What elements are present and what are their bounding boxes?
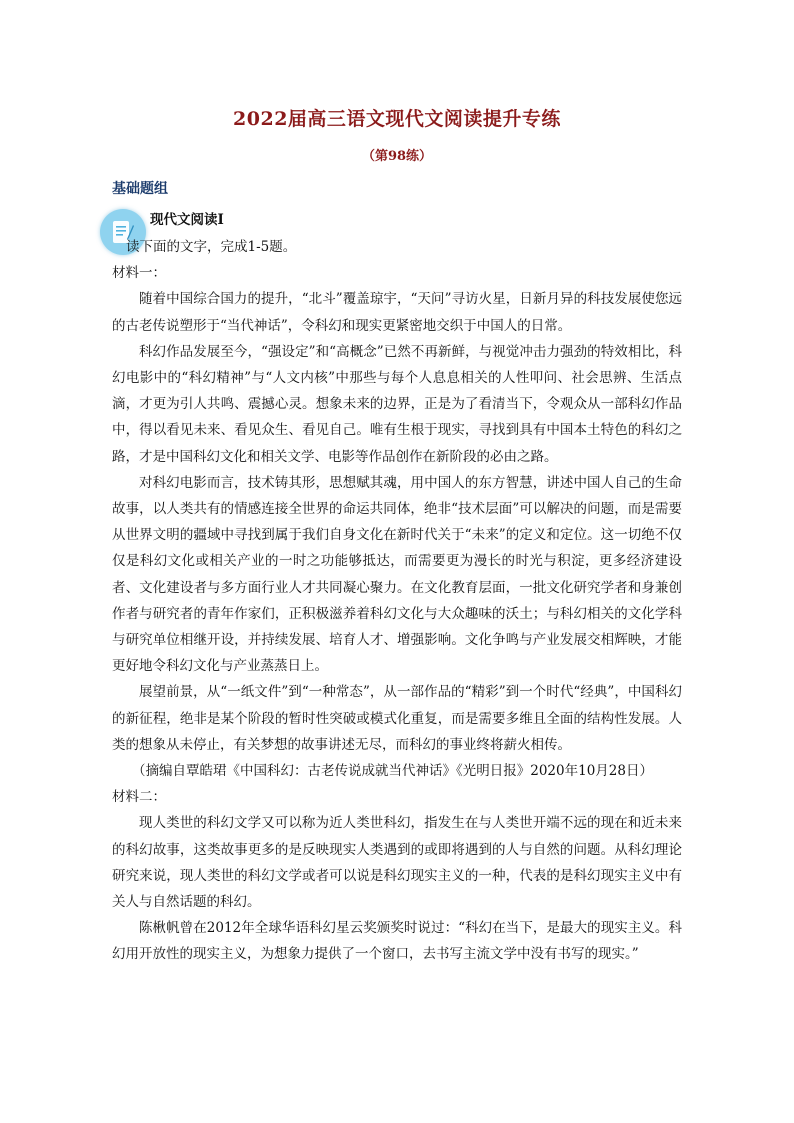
subsection-heading: 现代文阅读Ⅰ bbox=[150, 212, 224, 228]
paragraph: 陈楸帆曾在2012年全球华语科幻星云奖颁奖时说过：“科幻在当下，是最大的现实主义。科幻用开放性的现实主义，为想象力提供了一个窗口，去书写主流文学中没有书写的现实。” bbox=[112, 920, 682, 963]
paragraph: 展望前景，从“一纸文件”到“一种常态”，从一部作品的“精彩”到一个时代“经典”，中国科幻的新征程，绝非是某个阶段的暂时性突破或模式化重复，而是需要多维且全面的结构性发展。人类的想象从未停止，有关梦想的故事讲述无尽，而科幻的事业终将薪火相传。 bbox=[112, 684, 682, 753]
source-citation: （摘编自覃皓珺《中国科幻：古老传说成就当代神话》《光明日报》2020年10月28日） bbox=[132, 763, 653, 780]
material-one-label: 材料一： bbox=[112, 265, 166, 282]
material-two-label: 材料二： bbox=[112, 789, 166, 806]
paragraph: 科幻作品发展至今，“强设定”和“高概念”已然不再新鲜，与视觉冲击力强劲的特效相比，科幻电影中的“科幻精神”与“人文内核”中那些与每个人息息相关的人性叩问、社会思辨、生活点滴，才更为引人共鸣、震撼心灵。想象未来的边界，正是为了看清当下，令观众从一部科幻作品中，得以看见未来、看见众生、看见自己。唯有生根于现实，寻找到具有中国本土特色的科幻之路，才是中国科幻文化和相关文学、电影等作品创作在新阶段的必由之路。 bbox=[112, 343, 682, 465]
paragraph: 随着中国综合国力的提升，“北斗”覆盖琼宇，“天问”寻访火星，日新月异的科技发展使您远的古老传说塑形于“当代神话”，令科幻和现实更紧密地交织于中国人的日常。 bbox=[112, 291, 682, 334]
section-heading: 基础题组 bbox=[112, 181, 168, 197]
paragraph: 对科幻电影而言，技术铸其形，思想赋其魂，用中国人的东方智慧，讲述中国人自己的生命故事，以人类共有的情感连接全世界的命运共同体，绝非“技术层面”可以解决的问题，而是需要从世界文明的疆域中寻找到属于我们自身文化在新时代关于“未来”的定义和定位。这一切绝不仅仅是科幻文化或相关产业的一时之功能够抵达，而需要更为漫长的时光与积淀，更多经济建设者、文化建设者与多方面行业人才共同凝心聚力。在文化教育层面，一批文化研究学者和身兼创作者与研究者的青年作家们，正积极滋养着科幻文化与大众趣味的沃土；与科幻相关的文化学科与研究单位相继开设，并持续发展、培育人才、增强影响。文化争鸣与产业发展交相辉映，才能更好地令科幻文化与产业蒸蒸日上。 bbox=[112, 474, 682, 675]
article-body bbox=[112, 234, 682, 968]
document-title: 2022届高三语文现代文阅读提升专练 bbox=[233, 108, 561, 130]
document-subtitle: （第98练） bbox=[361, 149, 433, 164]
paragraph: 现人类世的科幻文学又可以称为近人类世科幻，指发生在与人类世开端不远的现在和近未来的科幻故事，这类故事更多的是反映现实人类遇到的或即将遇到的人与自然的问题。从科幻理论研究来说，现人类世的科幻文学或者可以说是科幻现实主义的一种，代表的是科幻现实主义中有关人与自然话题的科幻。 bbox=[112, 815, 682, 911]
reading-instruction: 读下面的文字，完成1-5题。 bbox=[126, 239, 297, 255]
